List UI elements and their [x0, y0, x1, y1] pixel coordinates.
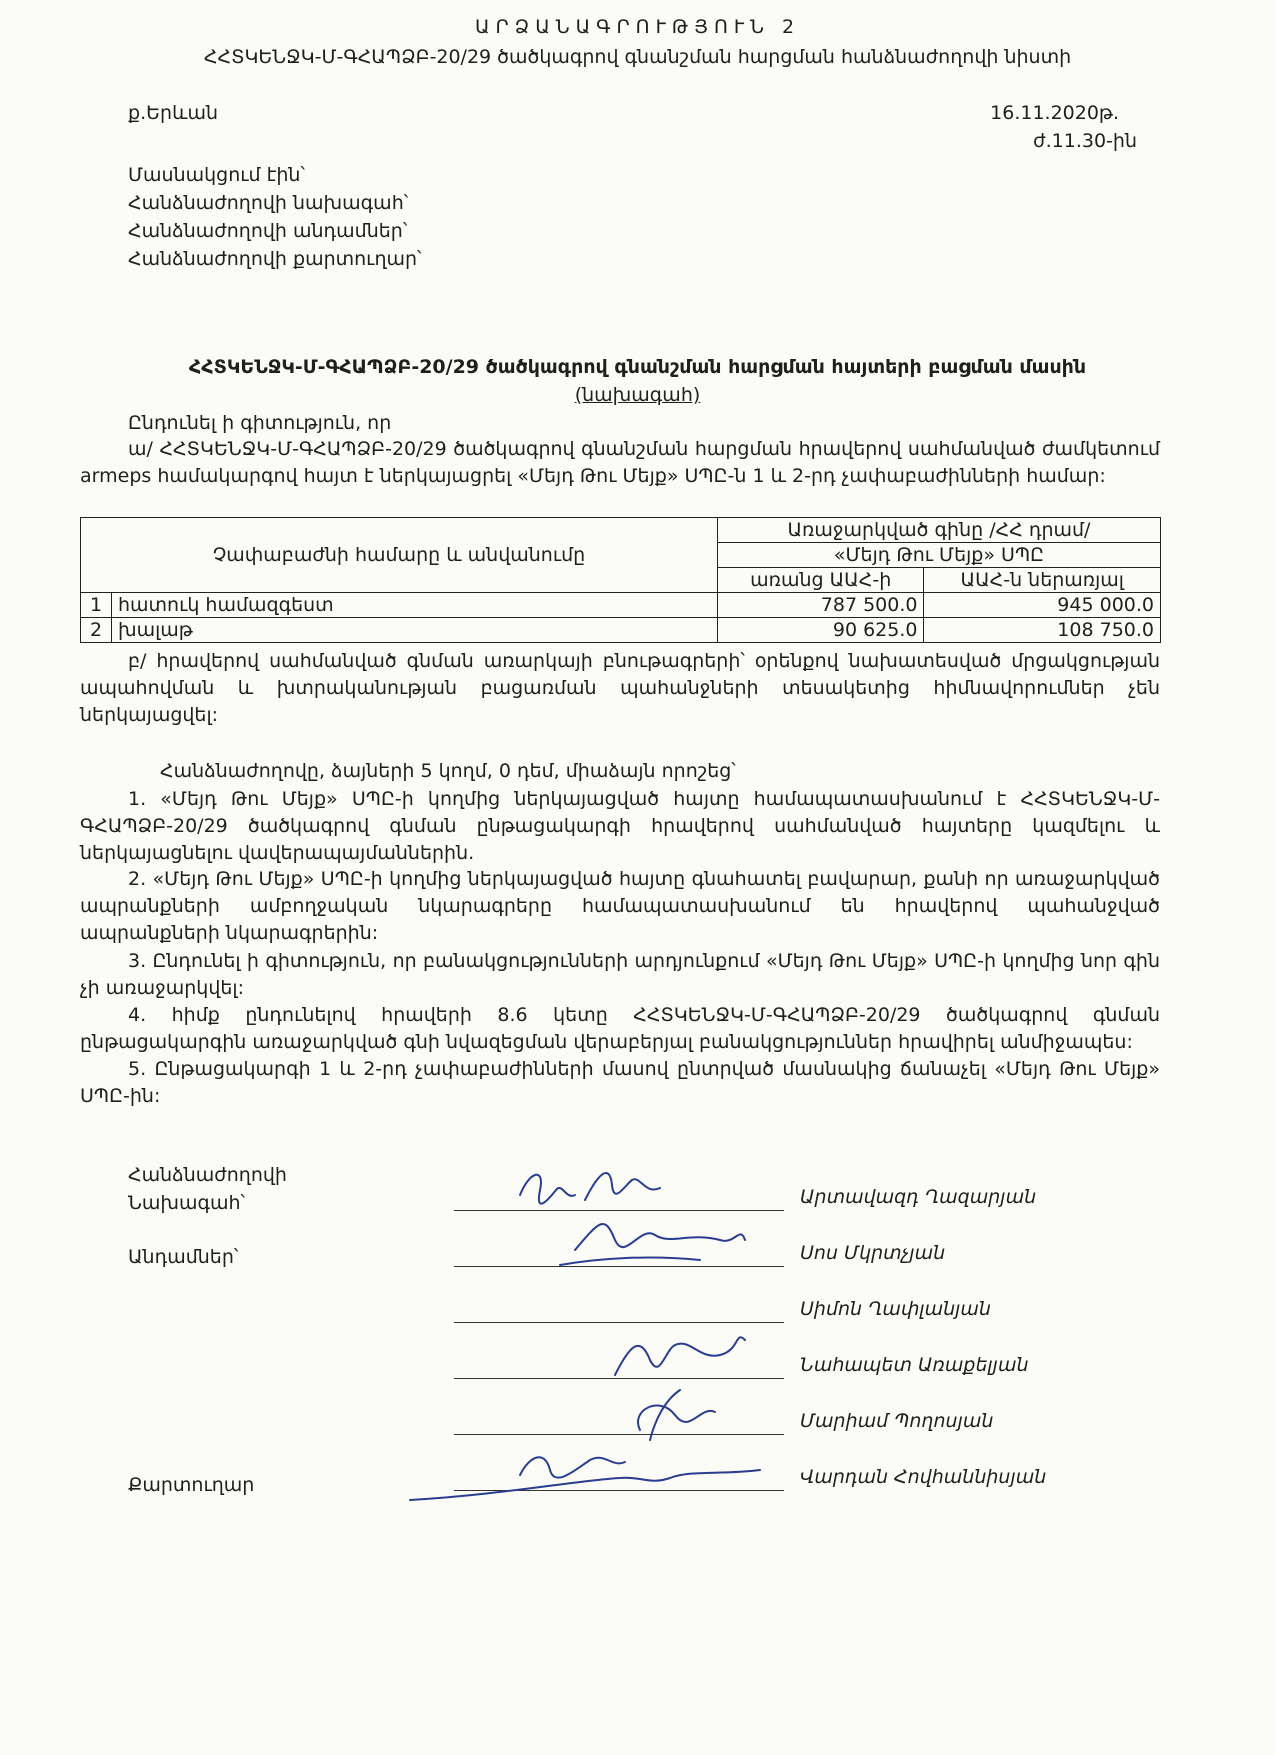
signature-stroke	[585, 1173, 660, 1200]
participants-label: Մասնակցում էին՝	[128, 164, 305, 186]
decision-5: 5. Ընթացակարգի 1 և 2-րդ չափաբաժինների մասով ընտրված մասնակից ճանաչել «Մեյդ Թու Մեյք» ՍՊԸ-ին:	[80, 1058, 1160, 1107]
signature-stroke	[520, 1175, 575, 1204]
decision-2: 2. «Մեյդ Թու Մեյք» ՍՊԸ-ի կողմից ներկայացված հայտը գնահատել բավարար, քանի որ առաջարկված ապրանքների ամբողջական նկարագրերը համապատասխանում են հրավերով պահանջված ապրանքների նկարագրերին:	[80, 868, 1160, 944]
signatory-name: Արտավազդ Ղազարյան	[800, 1186, 1037, 1208]
participant-secretary: Հանձնաժողովի քարտուղար՝	[128, 248, 422, 270]
chair-role-line2: Նախագահ՝	[128, 1192, 246, 1214]
lot-name: խալաթ	[112, 618, 718, 643]
price-vat: 945 000.0	[924, 593, 1161, 618]
offer-paragraph: ա/ ՀՀՏԿԵՆՋԿ-Մ-ԳՀԱՊՁԲ-20/29 ծածկագրով գնանշման հարցման հրավերով սահմանված ժամկետում armeps համակարգով հայտ է ներկայացրել «Մեյդ Թու Մեյք» ՍՊԸ-ն 1 և 2-րդ չափաբաժինների համար:	[80, 438, 1160, 487]
participant-chair: Հանձնաժողովի նախագահ՝	[128, 192, 409, 214]
signature-stroke	[520, 1457, 625, 1477]
price-vat: 108 750.0	[924, 618, 1161, 643]
lot-number: 2	[81, 618, 112, 643]
time-label: ժ.11.30-ին	[1033, 130, 1137, 152]
signatory-name: Սիմոն Ղափլանյան	[800, 1298, 991, 1320]
signature-stroke	[560, 1258, 700, 1265]
price-novat: 787 500.0	[717, 593, 924, 618]
vote-text: Հանձնաժողովը, ձայների 5 կողմ, 0 դեմ, միաձայն որոշեց՝	[160, 760, 736, 782]
document-title: ԱՐՁԱՆԱԳՐՈՒԹՅՈՒՆ 2	[474, 16, 801, 38]
date-label: 16.11.2020թ.	[990, 102, 1119, 124]
signature-stroke	[575, 1224, 745, 1250]
decision-3: 3. Ընդունել ի գիտություն, որ բանակցությունների արդյունքում «Մեյդ Թու Մեյք» ՍՊԸ-ի կողմից նոր գին չի առաջարկվել:	[80, 950, 1160, 999]
company-header: «Մեյդ Թու Մեյք» ՍՊԸ	[717, 543, 1160, 568]
lot-name: հատուկ համազգեստ	[112, 593, 718, 618]
city-label: ք.Երևան	[128, 102, 219, 124]
justification-paragraph: բ/ հրավերով սահմանված գնման առարկայի բնութագրերի՝ օրենքով նախատեսված մրցակցության ապահովման և խտրականության բացառման պահանջների տեսակետից հիմնավորումներ չեն ներկայացվել:	[80, 650, 1160, 726]
signatory-name: Մարիամ Պողոսյան	[800, 1410, 994, 1432]
participant-members: Հանձնաժողովի անդամներ՝	[128, 220, 408, 242]
price-header: Առաջարկված գինը /ՀՀ դրամ/	[717, 518, 1160, 543]
vat-header: ԱԱՀ-ն ներառյալ	[924, 568, 1161, 593]
novat-header: առանց ԱԱՀ-ի	[717, 568, 924, 593]
section-heading-sub: (նախագահ)	[574, 384, 701, 406]
document-subtitle: ՀՀՏԿԵՆՋԿ-Մ-ԳՀԱՊՁԲ-20/29 ծածկագրով գնանշման հարցման հանձնաժողովի նիստի	[203, 46, 1072, 68]
signature-stroke	[410, 1470, 760, 1500]
section-heading: ՀՀՏԿԵՆՋԿ-Մ-ԳՀԱՊՁԲ-20/29 ծածկագրով գնանշման հարցման հայտերի բացման մասին	[188, 356, 1087, 378]
lot-column-header: Չափաբաժնի համարը և անվանումը	[81, 518, 718, 593]
signature-stroke	[615, 1337, 745, 1375]
decision-1: 1. «Մեյդ Թու Մեյք» ՍՊԸ-ի կողմից ներկայացված հայտը համապատասխանում է ՀՀՏԿԵՆՋԿ-Մ-ԳՀԱՊՁԲ-20/29 ծածկագրով գնման ընթացակարգի հրավերով սահմանված հայտերը կազմելու և ներկայացնելու վավերապայմաններին.	[80, 788, 1160, 864]
signatory-name: Վարդան Հովհաննիսյան	[800, 1466, 1047, 1488]
secretary-role: Քարտուղար	[128, 1474, 255, 1496]
signature-stroke	[638, 1406, 715, 1430]
lot-number: 1	[81, 593, 112, 618]
signatory-name: Սոս Մկրտչյան	[800, 1242, 946, 1264]
chair-role-line1: Հանձնաժողովի	[128, 1164, 287, 1186]
decision-4: 4. հիմք ընդունելով հրավերի 8.6 կետը ՀՀՏԿԵՆՋԿ-Մ-ԳՀԱՊՁԲ-20/29 ծածկագրով գնման ընթացակարգին առաջարկված գնի նվազեցման վերաբերյալ բանակցություններ հրավիրել անմիջապես:	[80, 1004, 1160, 1053]
members-role: Անդամներ՝	[128, 1246, 239, 1268]
intro-text: Ընդունել ի գիտություն, որ	[128, 412, 392, 434]
price-novat: 90 625.0	[717, 618, 924, 643]
signatory-name: Նահապետ Առաքելյան	[800, 1354, 1029, 1376]
